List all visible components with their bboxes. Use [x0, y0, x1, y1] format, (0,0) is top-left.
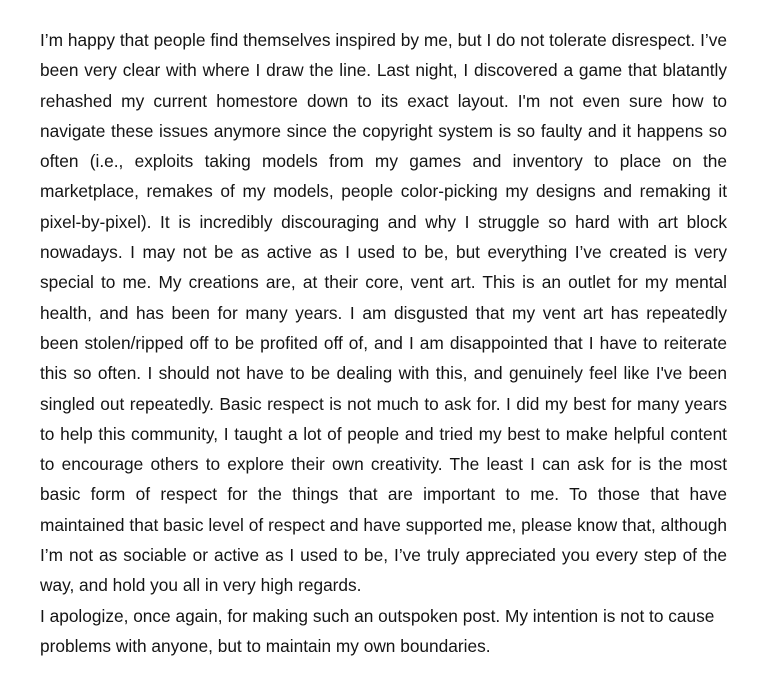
post-body [40, 25, 727, 661]
post-paragraph-1: I’m happy that people find themselves inspired by me, but I do not tolerate disrespect. I’ve been very clear with where I draw the line. Last night, I discovered a game that blatantly rehashed my current homestore down to its exact layout. I'm not even sure how to navigate these issues anymore since the copyright system is so faulty and it happens so often (i.e., exploits taking models from my games and inventory to place on the marketplace, remakes of my models, people color-picking my designs and remaking it pixel-by-pixel). It is incredibly discouraging and why I struggle so hard with art block nowadays. I may not be as active as I used to be, but everything I’ve created is very special to me. My creations are, at their core, vent art. This is an outlet for my mental health, and has been for many years. I am disgusted that my vent art has repeatedly been stolen/ripped off to be profited off of, and I am disappointed that I have to reiterate this so often. I should not have to be dealing with this, and genuinely feel like I've been singled out repeatedly. Basic respect is not much to ask for. I did my best for many years to help this community, I taught a lot of people and tried my best to make helpful content to encourage others to explore their own creativity. The least I can ask for is the most basic form of respect for the things that are important to me. To those that have maintained that basic level of respect and have supported me, please know that, although I’m not as sociable or active as I used to be, I’ve truly appreciated you every step of the way, and hold you all in very high regards. [40, 30, 727, 596]
post-paragraph-2: I apologize, once again, for making such an outspoken post. My intention is not to cause problems with anyone, but to maintain my own boundaries. [40, 605, 715, 656]
